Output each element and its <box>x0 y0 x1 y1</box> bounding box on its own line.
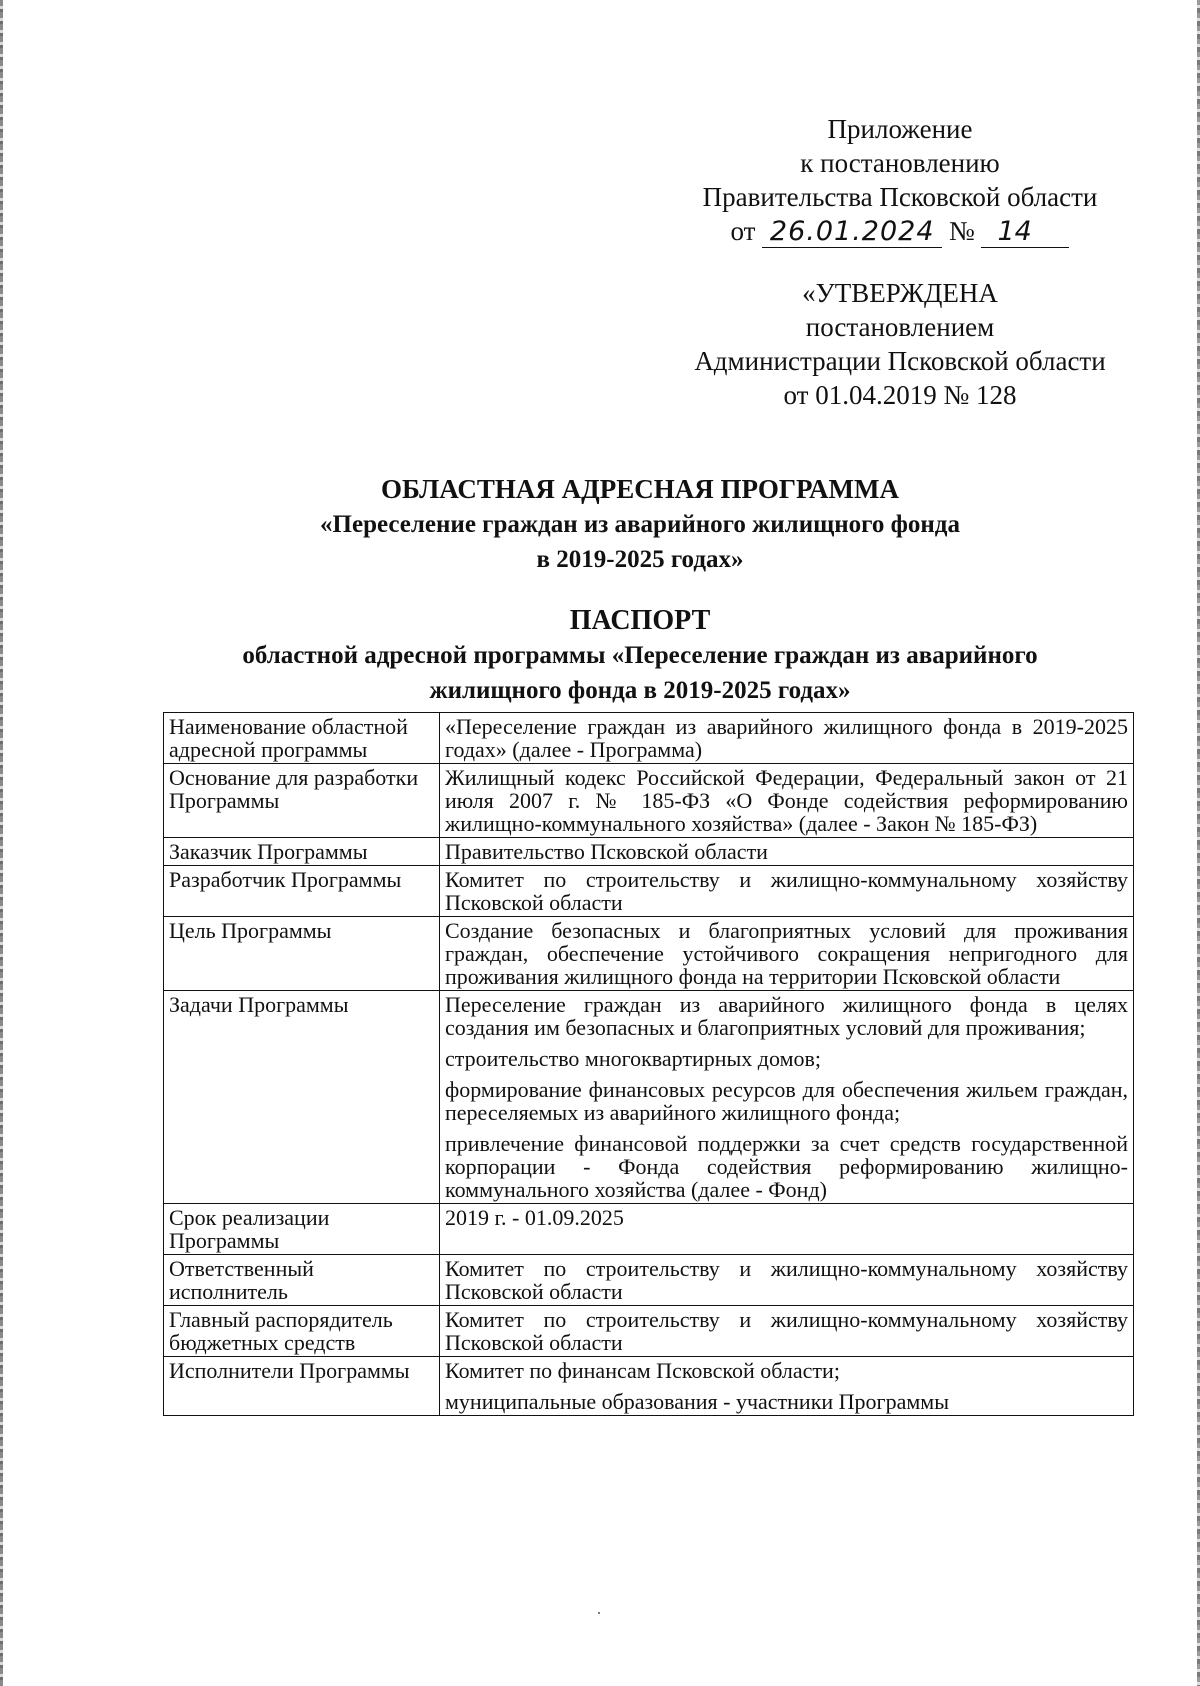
table-row <box>164 917 1134 991</box>
row-value <box>440 991 1134 1204</box>
program-title-line1: ОБЛАСТНАЯ АДРЕСНАЯ ПРОГРАММА <box>380 474 900 504</box>
approved-label: «УТВЕРЖДЕНА <box>802 278 998 308</box>
row-label: Основание для разработки Программы <box>164 764 440 838</box>
row-value-text: строительство многоквартирных домов; <box>445 1046 821 1071</box>
row-value-text: Создание безопасных и благоприятных условий для проживания граждан, обеспечение устойчивого сокращения непригодного для проживания жилищного фонда на территории Псковской области <box>445 918 1128 989</box>
row-value <box>440 1204 1134 1255</box>
row-value-text: Правительство Псковской области <box>445 839 768 864</box>
row-value <box>440 1306 1134 1357</box>
appendix-to: к постановлению <box>800 148 1000 178</box>
row-value-text: муниципальные образования - участники Программы <box>445 1389 949 1414</box>
approved-date-number: от 01.04.2019 № 128 <box>783 380 1017 410</box>
row-label: Наименование областной адресной программы <box>164 713 440 764</box>
row-value-text: Комитет по строительству и жилищно-коммунальному хозяйству Псковской области <box>445 1307 1128 1355</box>
row-label: Задачи Программы <box>164 991 440 1204</box>
row-value-text: Комитет по строительству и жилищно-коммунальному хозяйству Псковской области <box>445 1256 1128 1304</box>
row-value <box>440 764 1134 838</box>
row-label: Цель Программы <box>164 917 440 991</box>
row-value <box>440 1357 1134 1416</box>
table-row <box>164 1357 1134 1416</box>
passport-table <box>163 712 1134 1416</box>
scan-speck <box>598 1612 600 1614</box>
row-label: Главный распорядитель бюджетных средств <box>164 1306 440 1357</box>
table-row <box>164 991 1134 1204</box>
handwritten-date: 26.01.2024 <box>762 217 942 248</box>
row-label: Заказчик Программы <box>164 838 440 866</box>
row-value <box>440 713 1134 764</box>
row-value-text: Жилищный кодекс Российской Федерации, Федеральный закон от 21 июля 2007 г. № 185-ФЗ «О Фонде содействия реформированию жилищно-коммунального хозяйства» (далее - Закон № 185-ФЗ) <box>445 765 1128 836</box>
from-prefix: от <box>730 216 756 246</box>
number-prefix: № <box>948 216 975 246</box>
row-value <box>440 917 1134 991</box>
row-value-text: 2019 г. - 01.09.2025 <box>445 1205 624 1230</box>
row-value-text: «Переселение граждан из аварийного жилищного фонда в 2019-2025 годах» (далее - Программа) <box>445 714 1128 762</box>
table-row <box>164 1204 1134 1255</box>
row-value-text: Комитет по строительству и жилищно-коммунальному хозяйству Псковской области <box>445 867 1128 915</box>
table-row <box>164 764 1134 838</box>
scan-edge-left <box>0 0 3 1686</box>
row-value <box>440 838 1134 866</box>
handwritten-number: 14 <box>981 217 1069 248</box>
approved-by: постановлением <box>805 312 995 342</box>
table-row <box>164 838 1134 866</box>
row-label: Ответственный исполнитель <box>164 1255 440 1306</box>
row-value <box>440 1255 1134 1306</box>
appendix-date-line <box>680 214 1120 248</box>
table-row <box>164 1255 1134 1306</box>
approved-block <box>670 276 1130 412</box>
program-title-line3: в 2019-2025 годах» <box>536 546 744 573</box>
approved-authority: Администрации Псковской области <box>694 346 1106 376</box>
appendix-authority: Правительства Псковской области <box>702 182 1098 212</box>
row-label: Срок реализации Программы <box>164 1204 440 1255</box>
passport-subtitle-line2: жилищного фонда в 2019-2025 годах» <box>429 677 851 704</box>
passport-heading-block <box>150 603 1130 708</box>
row-label: Разработчик Программы <box>164 866 440 917</box>
row-value-text: Комитет по финансам Псковской области; <box>445 1358 840 1383</box>
passport-heading: ПАСПОРТ <box>569 605 711 636</box>
passport-subtitle-line1: областной адресной программы «Переселение граждан из аварийного <box>242 642 1038 669</box>
table-row <box>164 1306 1134 1357</box>
table-row <box>164 713 1134 764</box>
table-row <box>164 866 1134 917</box>
row-value-text: Переселение граждан из аварийного жилищного фонда в целях создания им безопасных и благоприятных условий для проживания; <box>445 992 1128 1040</box>
row-value-text: формирование финансовых ресурсов для обеспечения жильем граждан, переселяемых из аварийного жилищного фонда; <box>445 1077 1128 1125</box>
appendix-title: Приложение <box>827 114 973 144</box>
row-value-text: привлечение финансовой поддержки за счет средств государственной корпорации - Фонда содействия реформированию жилищно-коммунального хозяйства (далее - Фонд) <box>445 1131 1128 1202</box>
program-title-line2: «Переселение граждан из аварийного жилищного фонда <box>320 511 960 538</box>
appendix-block <box>680 112 1120 248</box>
program-title <box>150 472 1130 577</box>
row-label: Исполнители Программы <box>164 1357 440 1416</box>
row-value <box>440 866 1134 917</box>
